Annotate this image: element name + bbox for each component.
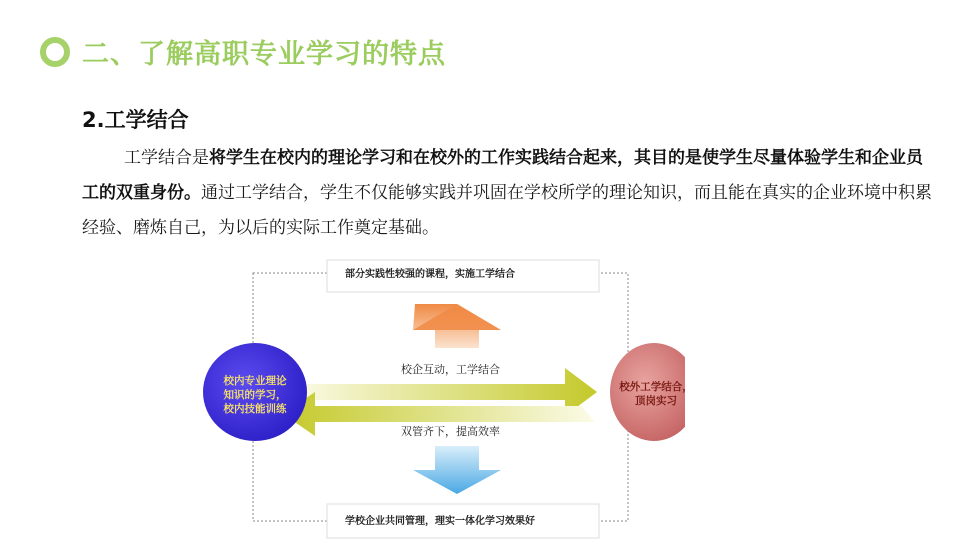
upper-arrow-label: 校企互动，工学结合 [401, 363, 500, 376]
body-paragraph [82, 141, 932, 246]
paragraph-rest: 通过工学结合，学生不仅能够实践并巩固在学校所学的理论知识，而且能在真实的企业环境中积累经验、磨炼自己，为以后的实际工作奠定基础。 [82, 183, 932, 238]
circle-bullet-icon [40, 37, 70, 67]
page-title-row [40, 32, 446, 71]
left-circle-line: 校内专业理论 [223, 375, 287, 387]
paragraph-lead: 工学结合是 [124, 148, 209, 168]
section-heading: 2.工学结合 [82, 108, 189, 132]
right-circle-line: 顶岗实习 [635, 395, 677, 407]
right-circle-line: 校外工学结合， [619, 381, 693, 393]
bottom-box-label: 学校企业共同管理，理实一体化学习效果好 [345, 516, 535, 527]
left-circle-line: 知识的学习， [223, 389, 287, 401]
paragraph-bold: 将学生在校内的理论学习和在校外的工作实践结合起来，其目的是使学生尽量体验学生和企业员工的双重身份。 [82, 148, 923, 203]
right-circle-label [613, 380, 699, 408]
top-box-label: 部分实践性较强的课程，实施工学结合 [345, 269, 515, 280]
page-title: 二、了解高职专业学习的特点 [82, 39, 446, 70]
left-circle-label [207, 374, 303, 416]
lower-arrow-label: 双管齐下，提高效率 [401, 425, 500, 438]
down-arrow-icon [413, 446, 501, 494]
work-study-diagram [195, 258, 693, 548]
left-circle-line: 校内技能训练 [223, 403, 287, 415]
